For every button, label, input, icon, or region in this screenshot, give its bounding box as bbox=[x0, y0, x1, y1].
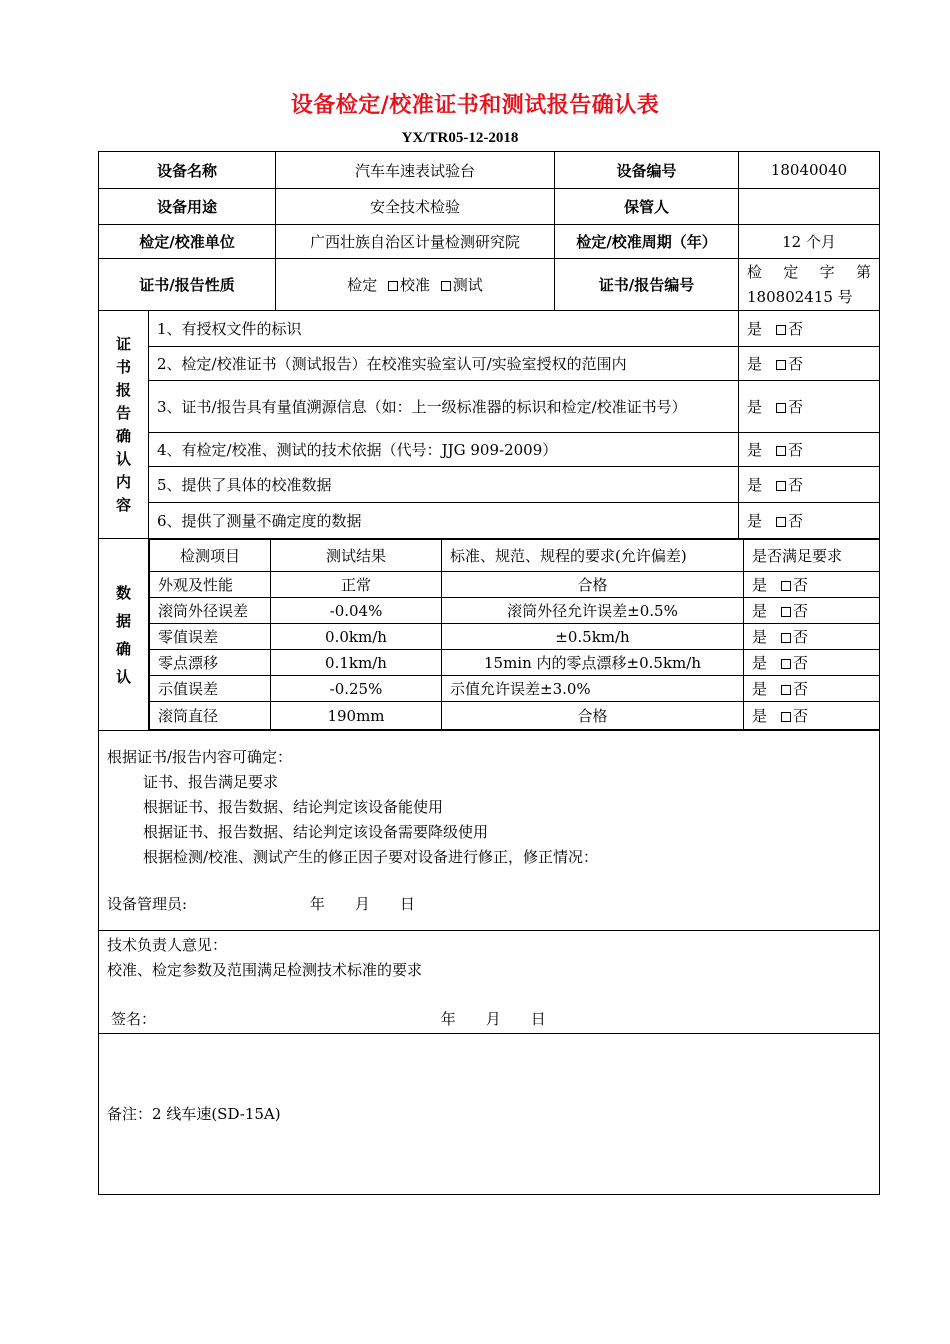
keeper-value bbox=[739, 189, 880, 225]
table-row-item: 滚筒外径误差 bbox=[150, 598, 271, 624]
tech-opinion-text: 校准、检定参数及范围满足检测技术标准的要求 bbox=[107, 960, 423, 979]
equipment-name-label: 设备名称 bbox=[99, 152, 276, 189]
data-section-label: 数 据 确 认 bbox=[99, 539, 149, 731]
report-no-label: 证书/报告编号 bbox=[555, 259, 739, 311]
no-checkbox[interactable] bbox=[776, 517, 786, 527]
table-row-result: 0.1km/h bbox=[271, 650, 442, 676]
no-checkbox[interactable] bbox=[781, 659, 791, 669]
keeper-label: 保管人 bbox=[555, 189, 739, 225]
table-row-result: -0.25% bbox=[271, 676, 442, 702]
conclusion-option-1: 证书、报告满足要求 bbox=[143, 772, 279, 791]
tech-opinion-block bbox=[99, 931, 880, 1034]
table-row-answer[interactable]: 是 否 bbox=[744, 676, 880, 702]
cert-item-4: 4、有检定/校准、测试的技术依据（代号：JJG 909-2009） bbox=[149, 433, 739, 467]
conclusion-option-3: 根据证书、报告数据、结论判定该设备需要降级使用 bbox=[143, 822, 489, 841]
remark-block bbox=[99, 1034, 880, 1195]
manager-date: 年 月 日 bbox=[309, 894, 415, 913]
table-row-result: -0.04% bbox=[271, 598, 442, 624]
cert-item-6: 6、提供了测量不确定度的数据 bbox=[149, 503, 739, 539]
table-row-requirement: ±0.5km/h bbox=[442, 624, 744, 650]
remark-label: 备注： bbox=[107, 1104, 153, 1123]
nature-option-calibration: 校准 bbox=[400, 276, 431, 294]
table-row-item: 零值误差 bbox=[150, 624, 271, 650]
table-row-requirement: 示值允许误差±3.0% bbox=[442, 676, 744, 702]
data-table bbox=[149, 539, 880, 730]
no-checkbox[interactable] bbox=[776, 446, 786, 456]
cert-item-5: 5、提供了具体的校准数据 bbox=[149, 467, 739, 503]
table-row-answer[interactable]: 是 否 bbox=[744, 624, 880, 650]
table-row-item: 零点漂移 bbox=[150, 650, 271, 676]
table-row-item: 示值误差 bbox=[150, 676, 271, 702]
no-checkbox[interactable] bbox=[781, 685, 791, 695]
remark-value: 2 线车速(SD-15A) bbox=[152, 1104, 281, 1123]
no-checkbox[interactable] bbox=[781, 581, 791, 591]
conclusion-option-4: 根据检测/校准、测试产生的修正因子要对设备进行修正，修正情况： bbox=[143, 847, 599, 866]
report-nature-label: 证书/报告性质 bbox=[99, 259, 276, 311]
cert-item-2-answer[interactable]: 是 否 bbox=[739, 347, 880, 381]
signature-date: 年 月 日 bbox=[440, 1009, 546, 1028]
cert-item-1-answer[interactable]: 是 否 bbox=[739, 311, 880, 347]
manager-label: 设备管理员: bbox=[107, 894, 188, 913]
cert-item-2: 2、检定/校准证书（测试报告）在校准实验室认可/实验室授权的范围内 bbox=[149, 347, 739, 381]
header-requirement: 标准、规范、规程的要求(允许偏差) bbox=[442, 540, 744, 572]
cert-item-4-answer[interactable]: 是 否 bbox=[739, 433, 880, 467]
nature-option-verification: 检定 bbox=[347, 276, 378, 294]
equipment-no-value: 18040040 bbox=[739, 152, 880, 189]
table-row-item: 滚筒直径 bbox=[150, 702, 271, 730]
no-checkbox[interactable] bbox=[776, 481, 786, 491]
calibration-period-value: 12 个月 bbox=[739, 225, 880, 259]
signature-label: 签名： bbox=[111, 1009, 157, 1028]
document-code: YX/TR05-12-2018 bbox=[401, 130, 519, 146]
report-nature-options bbox=[276, 259, 555, 311]
no-checkbox[interactable] bbox=[776, 360, 786, 370]
header-item: 检测项目 bbox=[150, 540, 271, 572]
table-row-answer[interactable]: 是 否 bbox=[744, 598, 880, 624]
cert-item-1: 1、有授权文件的标识 bbox=[149, 311, 739, 347]
cert-item-3: 3、证书/报告具有量值溯源信息（如：上一级标准器的标识和检定/校准证书号） bbox=[149, 381, 739, 433]
table-row-requirement: 15min 内的零点漂移±0.5km/h bbox=[442, 650, 744, 676]
table-row-requirement: 合格 bbox=[442, 572, 744, 598]
conclusion-intro: 根据证书/报告内容可确定： bbox=[107, 747, 293, 766]
table-row-result: 正常 bbox=[271, 572, 442, 598]
header-result: 测试结果 bbox=[271, 540, 442, 572]
table-row-item: 外观及性能 bbox=[150, 572, 271, 598]
no-checkbox[interactable] bbox=[781, 633, 791, 643]
cert-item-6-answer[interactable]: 是 否 bbox=[739, 503, 880, 539]
report-no-value: 检 定 字 第 180802415 号 bbox=[739, 259, 880, 311]
equipment-use-value: 安全技术检验 bbox=[276, 189, 555, 225]
calibration-unit-value: 广西壮族自治区计量检测研究院 bbox=[276, 225, 555, 259]
table-row-requirement: 合格 bbox=[442, 702, 744, 730]
equipment-use-label: 设备用途 bbox=[99, 189, 276, 225]
equipment-name-value: 汽车车速表试验台 bbox=[276, 152, 555, 189]
cert-item-5-answer[interactable]: 是 否 bbox=[739, 467, 880, 503]
header-satisfied: 是否满足要求 bbox=[744, 540, 880, 572]
cert-item-3-answer[interactable]: 是 否 bbox=[739, 381, 880, 433]
conclusion-option-2: 根据证书、报告数据、结论判定该设备能使用 bbox=[143, 797, 444, 816]
table-row-answer[interactable]: 是 否 bbox=[744, 650, 880, 676]
equipment-no-label: 设备编号 bbox=[555, 152, 739, 189]
table-row-result: 190mm bbox=[271, 702, 442, 730]
test-checkbox[interactable] bbox=[441, 281, 451, 291]
no-checkbox[interactable] bbox=[776, 325, 786, 335]
confirmation-form bbox=[98, 151, 880, 1195]
calibration-unit-label: 检定/校准单位 bbox=[99, 225, 276, 259]
nature-option-test: 测试 bbox=[452, 276, 483, 294]
no-checkbox[interactable] bbox=[776, 403, 786, 413]
calibration-checkbox[interactable] bbox=[388, 281, 398, 291]
table-row-answer[interactable]: 是 否 bbox=[744, 572, 880, 598]
table-row-requirement: 滚筒外径允许误差±0.5% bbox=[442, 598, 744, 624]
page-title: 设备检定/校准证书和测试报告确认表 bbox=[290, 92, 660, 118]
no-checkbox[interactable] bbox=[781, 607, 791, 617]
conclusion-block bbox=[99, 731, 880, 931]
tech-opinion-label: 技术负责人意见： bbox=[107, 935, 228, 954]
table-row-result: 0.0km/h bbox=[271, 624, 442, 650]
no-checkbox[interactable] bbox=[781, 712, 791, 722]
calibration-period-label: 检定/校准周期（年） bbox=[555, 225, 739, 259]
cert-section-label: 证 书 报 告 确 认 内 容 bbox=[99, 311, 149, 539]
table-row-answer[interactable]: 是 否 bbox=[744, 702, 880, 730]
